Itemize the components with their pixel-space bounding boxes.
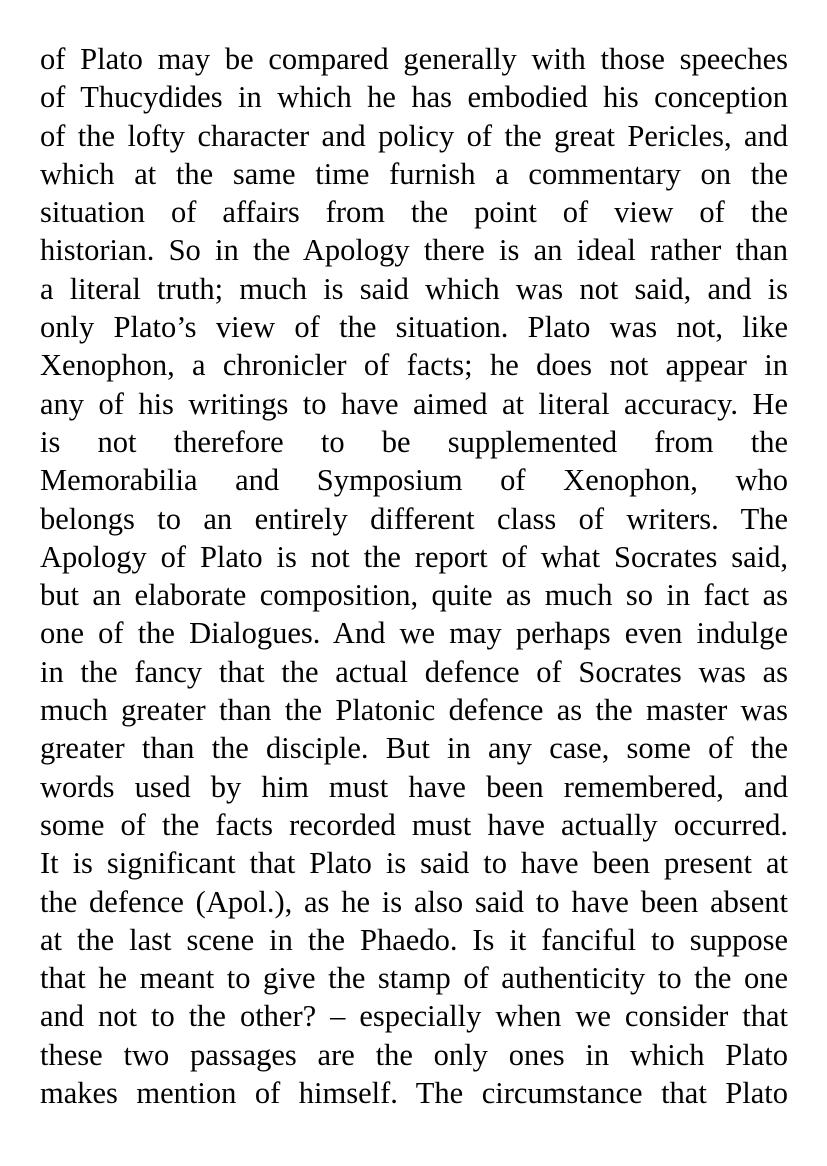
text-line: any of his writings to have aimed at literal accuracy. He xyxy=(40,386,788,421)
text-line: these two passages are the only ones in which Plato xyxy=(40,1037,788,1072)
text-line: that he meant to give the stamp of authenticity to the one xyxy=(40,961,788,996)
text-line: is not therefore to be supplemented from the xyxy=(40,424,788,459)
text-line: much greater than the Platonic defence as the master was xyxy=(40,693,788,728)
text-line: in the fancy that the actual defence of Socrates was as xyxy=(40,654,788,689)
text-line: Xenophon, a chronicler of facts; he does not appear in xyxy=(40,348,788,383)
text-line: at the last scene in the Phaedo. Is it fanciful to suppose xyxy=(40,922,788,957)
text-line: one of the Dialogues. And we may perhaps even indulge xyxy=(40,616,788,651)
text-line: words used by him must have been remembered, and xyxy=(40,769,788,804)
text-line: makes mention of himself. The circumstance that Plato xyxy=(40,1076,788,1111)
document-page xyxy=(40,40,788,1112)
text-line: the defence (Apol.), as he is also said to have been absent xyxy=(40,884,788,919)
text-line: It is significant that Plato is said to have been present at xyxy=(40,846,788,881)
text-line: but an elaborate composition, quite as much so in fact as xyxy=(40,578,788,613)
text-line: of Thucydides in which he has embodied his conception xyxy=(40,80,788,115)
text-line: belongs to an entirely different class of writers. The xyxy=(40,501,788,536)
text-line: and not to the other? – especially when we consider that xyxy=(40,999,788,1034)
text-line: which at the same time furnish a commentary on the xyxy=(40,156,788,191)
text-line: situation of affairs from the point of view of the xyxy=(40,195,788,230)
text-line: greater than the disciple. But in any case, some of the xyxy=(40,731,788,766)
text-line: historian. So in the Apology there is an ideal rather than xyxy=(40,233,788,268)
text-line: a literal truth; much is said which was not said, and is xyxy=(40,271,788,306)
text-line: some of the facts recorded must have actually occurred. xyxy=(40,807,788,842)
text-line: Memorabilia and Symposium of Xenophon, who xyxy=(40,463,788,498)
text-line: only Plato’s view of the situation. Plato was not, like xyxy=(40,310,788,345)
text-line: Apology of Plato is not the report of what Socrates said, xyxy=(40,539,788,574)
text-line: of the lofty character and policy of the great Pericles, and xyxy=(40,118,788,153)
text-line: of Plato may be compared generally with those speeches xyxy=(40,42,788,76)
